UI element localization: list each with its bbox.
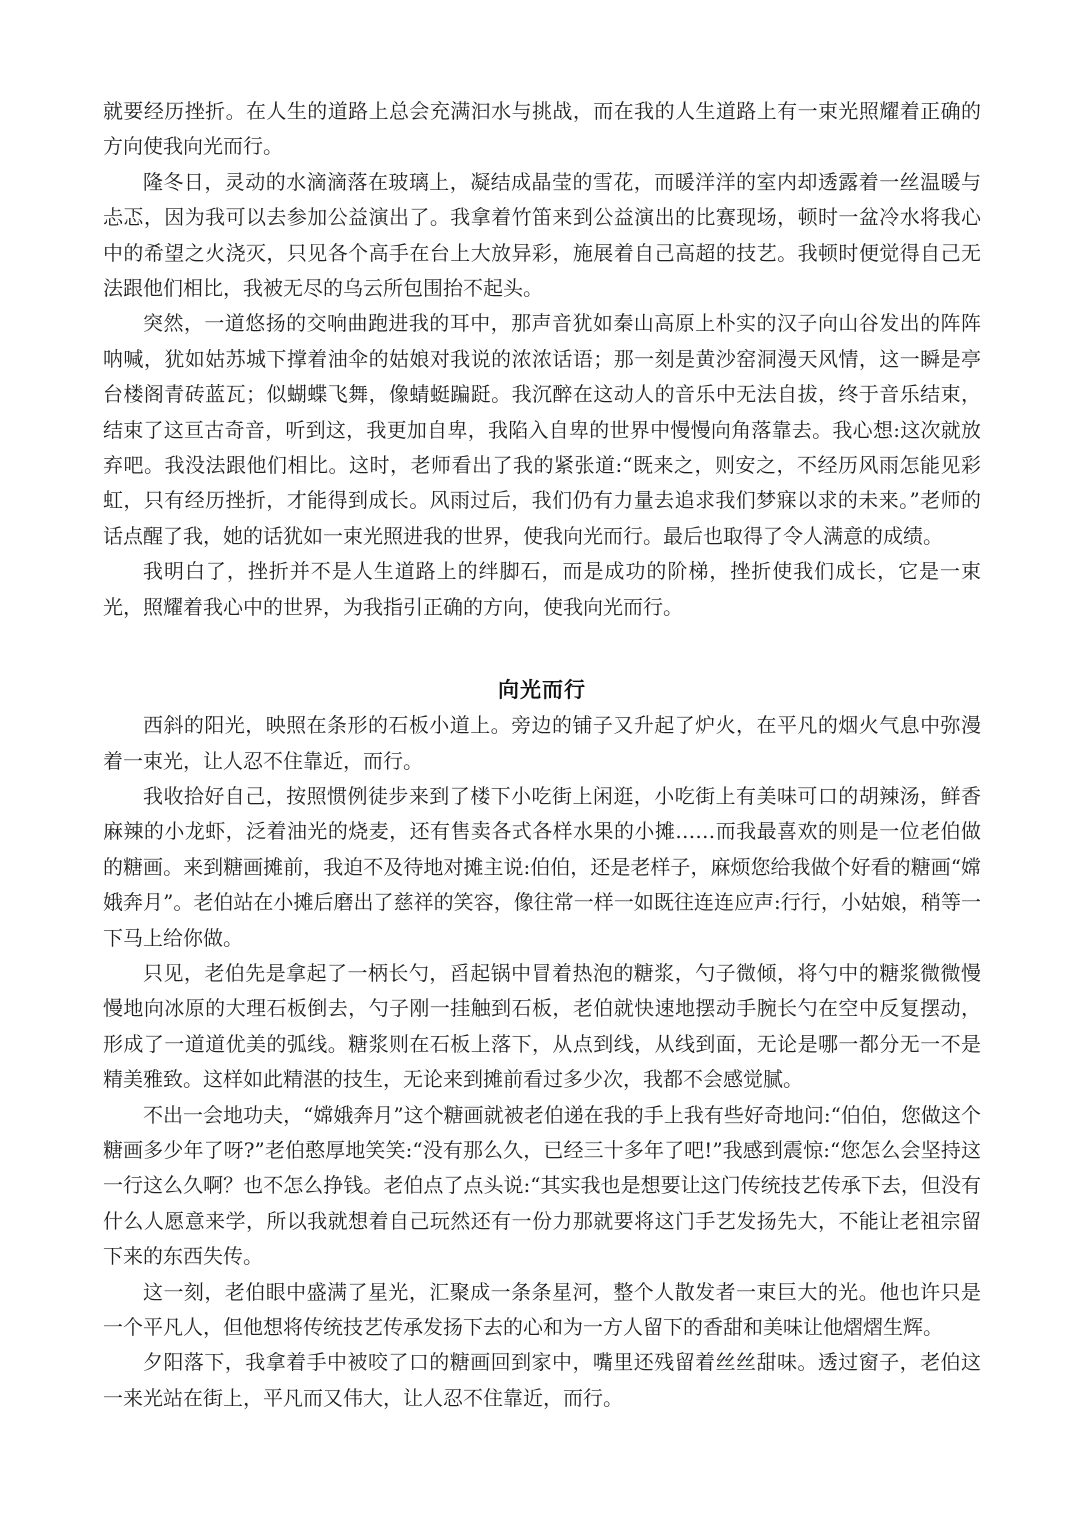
essay2-paragraph-6: 夕阳落下，我拿着手中被咬了口的糖画回到家中，嘴里还残留着丝丝甜味。透过窗子，老伯这一来光站在街上，平凡而又伟大，让人忍不住靠近，而行。	[103, 1350, 981, 1410]
essay-content	[103, 94, 981, 1416]
essay1-paragraph-2: 隆冬日，灵动的水滴滴落在玻璃上，凝结成晶莹的雪花，而暖洋洋的室内却透露着一丝温暖与忐忑，因为我可以去参加公益演出了。我拿着竹笛来到公益演出的比赛现场，顿时一盆冷水将我心中的希望之火浇灭，只见各个高手在台上大放异彩，施展着自己高超的技艺。我顿时便觉得自己无法跟他们相比，我被无尽的乌云所包围抬不起头。	[103, 169, 981, 301]
essay2-paragraph-1: 西斜的阳光，映照在条形的石板小道上。旁边的铺子又升起了炉火，在平凡的烟火气息中弥漫着一束光，让人忍不住靠近，而行。	[103, 713, 981, 773]
essay2-paragraph-2: 我收拾好自己，按照惯例徒步来到了楼下小吃街上闲逛，小吃街上有美味可口的胡辣汤，鲜香麻辣的小龙虾，泛着油光的烧麦，还有售卖各式各样水果的小摊……而我最喜欢的则是一位老伯做的糖画。来到糖画摊前，我迫不及待地对摊主说:伯伯，还是老样子，麻烦您给我做个好看的糖画“嫦娥奔月”。老伯站在小摊后磨出了慈祥的笑容，像往常一样一如既往连连应声:行行，小姑娘，稍等一下马上给你做。	[103, 783, 981, 950]
essay1-paragraph-1: 就要经历挫折。在人生的道路上总会充满汩水与挑战，而在我的人生道路上有一束光照耀着正确的方向使我向光而行。	[103, 99, 981, 159]
essay2-title: 向光而行	[498, 677, 586, 703]
essay1-paragraph-3: 突然，一道悠扬的交响曲跑进我的耳中，那声音犹如秦山高原上朴实的汉子向山谷发出的阵阵呐喊，犹如姑苏城下撑着油伞的姑娘对我说的浓浓话语；那一刻是黄沙窑洞漫天风情，这一瞬是亭台楼阁青砖蓝瓦；似蝴蝶飞舞，像蜻蜓蹁跹。我沉醉在这动人的音乐中无法自拔，终于音乐结束，结束了这亘古奇音，听到这，我更加自卑，我陷入自卑的世界中慢慢向角落靠去。我心想:这次就放弃吧。我没法跟他们相比。这时，老师看出了我的紧张道:“既来之，则安之，不经历风雨怎能见彩虹，只有经历挫折，才能得到成长。风雨过后，我们仍有力量去追求我们梦寐以求的未来。”老师的话点醒了我，她的话犹如一束光照进我的世界，使我向光而行。最后也取得了令人满意的成绩。	[103, 311, 981, 548]
essay2-paragraph-4: 不出一会地功夫，“嫦娥奔月”这个糖画就被老伯递在我的手上我有些好奇地问:“伯伯，您做这个糖画多少年了呀?”老伯憨厚地笑笑:“没有那么久，已经三十多年了吧!”我感到震惊:“您怎么会坚持这一行这么久啊？也不怎么挣钱。老伯点了点头说:“其实我也是想要让这门传统技艺传承下去，但没有什么人愿意来学，所以我就想着自己玩然还有一份力那就要将这门手艺发扬先大，不能让老祖宗留下来的东西失传。	[103, 1102, 981, 1269]
essay2-paragraph-5: 这一刻，老伯眼中盛满了星光，汇聚成一条条星河，整个人散发者一束巨大的光。他也许只是一个平凡人，但他想将传统技艺传承发扬下去的心和为一方人留下的香甜和美味让他熠熠生辉。	[103, 1279, 981, 1339]
essay2-paragraph-3: 只见，老伯先是拿起了一柄长勺，舀起锅中冒着热泡的糖浆，勺子微倾，将勺中的糖浆微微慢慢地向冰原的大理石板倒去，勺子刚一挂触到石板，老伯就快速地摆动手腕长勺在空中反复摆动，形成了一道道优美的弧线。糖浆则在石板上落下，从点到线，从线到面，无论是哪一都分无一不是精美雅致。这样如此精湛的技生，无论来到摊前看过多少次，我都不会感觉腻。	[103, 960, 981, 1092]
essay1-paragraph-4: 我明白了，挫折并不是人生道路上的绊脚石，而是成功的阶梯，挫折使我们成长，它是一束光，照耀着我心中的世界，为我指引正确的方向，使我向光而行。	[103, 559, 981, 619]
